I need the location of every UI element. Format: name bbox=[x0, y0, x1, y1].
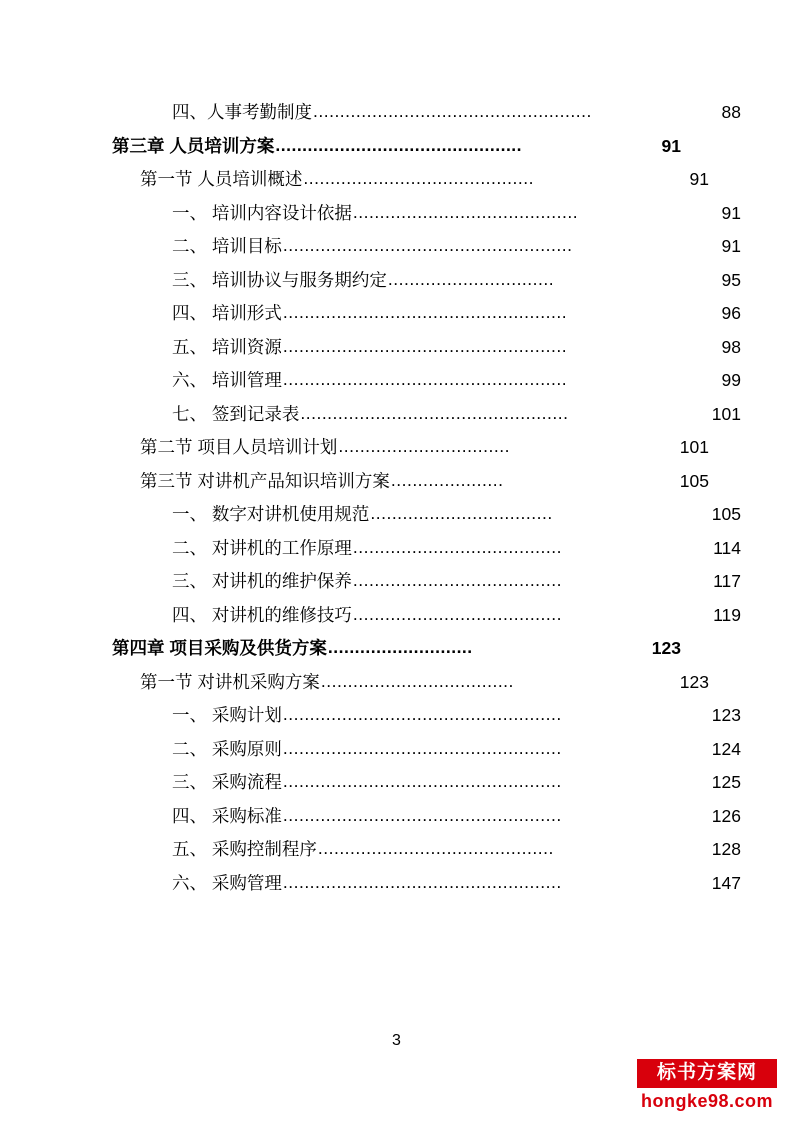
toc-entry-page: 126 bbox=[711, 805, 741, 826]
toc-entry[interactable] bbox=[172, 872, 741, 893]
toc-entry-label: 三、 对讲机的维护保养 bbox=[172, 571, 352, 591]
toc-entry-label: 第四章 项目采购及供货方案 bbox=[112, 638, 327, 658]
toc-leader-dots: ............................................ bbox=[317, 840, 554, 858]
toc-entry-label: 一、 培训内容设计依据 bbox=[172, 202, 352, 223]
watermark bbox=[637, 1059, 777, 1112]
toc-entry-label: 七、 签到记录表 bbox=[172, 403, 300, 424]
toc-leader-dots: .................................................... bbox=[282, 873, 562, 891]
toc-entry-page: 91 bbox=[721, 202, 741, 223]
toc-leader-dots: .................................. bbox=[370, 505, 553, 523]
toc-entry-page: 114 bbox=[713, 537, 741, 558]
toc-entry-page: 128 bbox=[711, 839, 741, 859]
toc-entry[interactable] bbox=[172, 537, 741, 558]
toc-entry[interactable] bbox=[172, 202, 741, 223]
toc-entry-label: 一、 数字对讲机使用规范 bbox=[172, 504, 370, 524]
toc-entry[interactable] bbox=[172, 403, 741, 424]
toc-leader-dots: ............................... bbox=[387, 270, 555, 288]
toc-entry-page: 123 bbox=[711, 705, 741, 725]
toc-entry-label: 三、 采购流程 bbox=[172, 772, 282, 792]
page-number: 3 bbox=[392, 1032, 401, 1049]
toc-entry[interactable] bbox=[140, 470, 709, 491]
toc-leader-dots: .................................................. bbox=[300, 404, 569, 422]
toc-entry-page: 147 bbox=[711, 872, 741, 893]
toc-leader-dots: ..................................................... bbox=[282, 337, 568, 355]
toc-entry-page: 96 bbox=[721, 303, 741, 323]
toc-entry-page: 117 bbox=[713, 571, 741, 591]
toc-entry-label: 二、 对讲机的工作原理 bbox=[172, 537, 352, 558]
toc-leader-dots: .................................................... bbox=[282, 806, 562, 824]
toc-leader-dots: ..................................................... bbox=[282, 304, 568, 322]
toc-leader-dots: .................................................... bbox=[313, 103, 592, 121]
toc-entry-label: 第三章 人员培训方案 bbox=[112, 135, 275, 156]
toc-leader-dots: ....................................... bbox=[352, 538, 562, 556]
toc-entry[interactable] bbox=[172, 506, 741, 524]
toc-entry-page: 101 bbox=[711, 403, 741, 424]
toc-leader-dots: .................................................... bbox=[282, 739, 562, 757]
toc-entry[interactable] bbox=[172, 573, 741, 591]
toc-entry-label: 四、 培训形式 bbox=[172, 303, 282, 323]
toc-entry-page: 88 bbox=[721, 102, 741, 122]
toc-entry-page: 91 bbox=[661, 135, 681, 156]
toc-entry-label: 五、 培训资源 bbox=[172, 336, 282, 357]
toc-leader-dots: .......................................... bbox=[352, 203, 579, 221]
toc-leader-dots: .............................................. bbox=[275, 136, 523, 154]
toc-entry[interactable] bbox=[172, 305, 741, 323]
toc-entry-page: 125 bbox=[711, 772, 741, 792]
toc-entry-page: 91 bbox=[689, 169, 709, 189]
toc-leader-dots: .................................................... bbox=[282, 706, 562, 724]
toc-entry-label: 四、 对讲机的维修技巧 bbox=[172, 604, 352, 625]
toc-entry-page: 105 bbox=[711, 504, 741, 524]
toc-entry[interactable] bbox=[172, 238, 741, 256]
toc-entry-label: 第二节 项目人员培训计划 bbox=[140, 437, 338, 457]
toc-entry-label: 第一节 人员培训概述 bbox=[140, 169, 303, 189]
toc-entry-label: 二、 培训目标 bbox=[172, 236, 282, 256]
toc-entry-label: 第一节 对讲机采购方案 bbox=[140, 671, 320, 692]
toc-entry-label: 四、人事考勤制度 bbox=[172, 102, 312, 122]
toc-leader-dots: ....................................... bbox=[352, 605, 562, 623]
toc-leader-dots: ...................................................... bbox=[282, 237, 573, 255]
toc-entry-page: 91 bbox=[721, 236, 741, 256]
watermark-url: hongke98.com bbox=[637, 1088, 777, 1113]
toc-leader-dots: ..................... bbox=[390, 471, 504, 489]
toc-entry-page: 124 bbox=[711, 738, 741, 759]
toc-entry-label: 六、 采购管理 bbox=[172, 872, 282, 893]
toc-entry-label: 五、 采购控制程序 bbox=[172, 839, 317, 859]
toc-entry[interactable] bbox=[172, 372, 741, 390]
toc-entry[interactable] bbox=[140, 171, 709, 189]
toc-entry-page: 119 bbox=[713, 604, 741, 625]
toc-entry-label: 四、 采购标准 bbox=[172, 805, 282, 826]
toc-entry[interactable] bbox=[172, 604, 741, 625]
toc-leader-dots: ..................................................... bbox=[282, 371, 568, 389]
toc-entry-label: 六、 培训管理 bbox=[172, 370, 282, 390]
toc-leader-dots: .................................................... bbox=[282, 773, 562, 791]
toc-leader-dots: ........................... bbox=[327, 639, 473, 657]
toc-entry-label: 一、 采购计划 bbox=[172, 705, 282, 725]
toc-leader-dots: .................................... bbox=[320, 672, 514, 690]
toc-entry-page: 123 bbox=[651, 638, 681, 658]
toc-entry-page: 101 bbox=[679, 437, 709, 457]
toc-entry[interactable] bbox=[112, 640, 681, 658]
toc-entry-page: 99 bbox=[721, 370, 741, 390]
toc-entry[interactable] bbox=[172, 707, 741, 725]
toc-entry[interactable] bbox=[172, 269, 741, 290]
toc-entry-page: 105 bbox=[679, 470, 709, 491]
toc-entry[interactable] bbox=[112, 135, 681, 156]
toc-entry-page: 123 bbox=[679, 671, 709, 692]
toc-leader-dots: ................................ bbox=[338, 438, 510, 456]
toc-entry[interactable] bbox=[172, 336, 741, 357]
watermark-title: 标书方案网 bbox=[637, 1059, 777, 1088]
toc-entry[interactable] bbox=[172, 104, 741, 122]
toc-entry[interactable] bbox=[140, 439, 709, 457]
toc-entry-label: 二、 采购原则 bbox=[172, 738, 282, 759]
toc-leader-dots: ....................................... bbox=[352, 572, 562, 590]
toc-entry-page: 95 bbox=[721, 269, 741, 290]
toc-entry-label: 第三节 对讲机产品知识培训方案 bbox=[140, 470, 390, 491]
table-of-contents bbox=[112, 102, 741, 893]
toc-leader-dots: ........................................... bbox=[303, 170, 534, 188]
toc-entry[interactable] bbox=[172, 805, 741, 826]
toc-entry-label: 三、 培训协议与服务期约定 bbox=[172, 269, 387, 290]
toc-entry[interactable] bbox=[172, 738, 741, 759]
toc-entry-page: 98 bbox=[721, 336, 741, 357]
toc-entry[interactable] bbox=[172, 774, 741, 792]
toc-entry[interactable] bbox=[172, 841, 741, 859]
toc-entry[interactable] bbox=[140, 671, 709, 692]
